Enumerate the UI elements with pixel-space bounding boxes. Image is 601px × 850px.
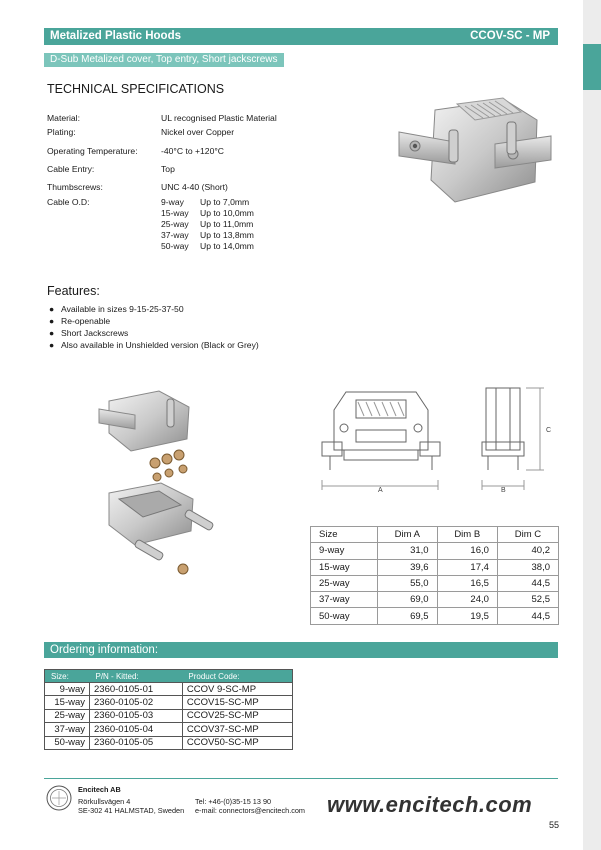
od-value: Up to 14,0mm (200, 241, 254, 251)
dimensions-table (310, 526, 559, 625)
website-link[interactable]: www.encitech.com (327, 792, 533, 817)
cable-od-row (161, 241, 254, 252)
feature-item: ● Also available in Unshielded version (Black or Grey) (49, 340, 259, 350)
od-size: 9-way (161, 197, 184, 207)
od-size: 50-way (161, 241, 189, 251)
page-number: 55 (549, 820, 560, 830)
table-cell: 25-way (311, 575, 378, 591)
ordering-heading: Ordering information: (50, 644, 159, 656)
spec-value: UNC 4-40 (Short) (161, 182, 228, 192)
feature-item: ● Re-openable (49, 316, 111, 326)
table-cell: 17,4 (437, 559, 497, 575)
table-cell: CCOV37-SC-MP (182, 723, 292, 736)
table-cell: CCOV50-SC-MP (182, 736, 292, 749)
cable-od-row (161, 197, 254, 208)
table-header-row (45, 670, 293, 683)
table-row (45, 736, 293, 749)
od-value: Up to 10,0mm (200, 208, 254, 218)
od-size: 25-way (161, 219, 189, 229)
table-cell: 2360-0105-02 (90, 696, 183, 709)
table-header-row (311, 527, 559, 543)
table-cell: 2360-0105-05 (90, 736, 183, 749)
ordering-bar (44, 642, 558, 658)
table-cell: 50-way (45, 736, 90, 749)
table-header: Size: (45, 670, 90, 683)
table-row (45, 683, 293, 696)
cable-od-list (161, 197, 254, 252)
table-cell: 16,5 (437, 575, 497, 591)
spec-label: Operating Temperature: (47, 146, 138, 156)
spec-label: Plating: (47, 127, 76, 137)
table-row (45, 723, 293, 736)
table-header: P/N - Kitted: (90, 670, 183, 683)
address-line-2: SE-302 41 HALMSTAD, Sweden (78, 806, 185, 815)
table-cell: 2360-0105-03 (90, 709, 183, 722)
table-cell: CCOV15-SC-MP (182, 696, 292, 709)
table-cell: 9-way (45, 683, 90, 696)
dim-a-label: A (378, 487, 383, 494)
subtitle-bar: D-Sub Metalized cover, Top entry, Short jackscrews (44, 53, 284, 67)
table-cell: 15-way (45, 696, 90, 709)
spec-label: Cable Entry: (47, 164, 95, 174)
technical-drawing (316, 380, 556, 495)
table-cell: 39,6 (378, 559, 438, 575)
table-cell: 69,5 (378, 608, 438, 624)
table-cell: 38,0 (497, 559, 558, 575)
od-size: 37-way (161, 230, 189, 240)
table-cell: 25-way (45, 709, 90, 722)
table-cell: 52,5 (497, 592, 558, 608)
table-row (311, 559, 559, 575)
table-cell: 44,5 (497, 608, 558, 624)
table-cell: 69,0 (378, 592, 438, 608)
table-cell: 50-way (311, 608, 378, 624)
table-cell: 31,0 (378, 543, 438, 559)
spec-label: Material: (47, 113, 80, 123)
side-tab (583, 44, 601, 90)
company-logo (46, 785, 72, 811)
table-cell: 44,5 (497, 575, 558, 591)
table-row (45, 709, 293, 722)
title-bar (44, 28, 558, 45)
table-cell: 40,2 (497, 543, 558, 559)
product-photo (395, 92, 553, 217)
product-code-title: CCOV-SC - MP (470, 30, 550, 42)
table-cell: 2360-0105-04 (90, 723, 183, 736)
feature-item: ● Available in sizes 9-15-25-37-50 (49, 304, 184, 314)
table-row (311, 575, 559, 591)
cable-od-row (161, 230, 254, 241)
table-cell: CCOV25-SC-MP (182, 709, 292, 722)
table-cell: 37-way (311, 592, 378, 608)
dim-b-label: B (501, 487, 506, 494)
table-header: Dim A (378, 527, 438, 543)
feature-text: Available in sizes 9-15-25-37-50 (61, 304, 184, 314)
cable-od-row (161, 219, 254, 230)
side-stripe (583, 0, 601, 850)
table-cell: 15-way (311, 559, 378, 575)
footer-divider (44, 778, 558, 779)
table-row (311, 543, 559, 559)
table-header: Dim C (497, 527, 558, 543)
table-row (311, 608, 559, 624)
dim-c-label: C (546, 427, 552, 434)
spec-value: UL recognised Plastic Material (161, 113, 277, 123)
feature-text: Short Jackscrews (61, 328, 129, 338)
address-line-1: Rörkullsvägen 4 (78, 797, 131, 806)
page-title: Metalized Plastic Hoods (50, 30, 182, 42)
table-cell: CCOV 9-SC-MP (182, 683, 292, 696)
spec-value: Top (161, 164, 175, 174)
od-value: Up to 7,0mm (200, 197, 250, 207)
table-cell: 24,0 (437, 592, 497, 608)
od-value: Up to 11,0mm (200, 219, 254, 229)
table-header: Product Code: (182, 670, 292, 683)
spec-label: Thumbscrews: (47, 182, 103, 192)
table-header: Dim B (437, 527, 497, 543)
ordering-table (44, 669, 293, 750)
phone-number: Tel: +46-(0)35-15 13 90 (195, 797, 272, 806)
table-cell: 16,0 (437, 543, 497, 559)
table-row (45, 696, 293, 709)
email-address[interactable]: e-mail: connectors@encitech.com (195, 806, 306, 815)
tech-heading: TECHNICAL SPECIFICATIONS (47, 82, 225, 96)
features-heading: Features: (47, 284, 100, 298)
spec-value: -40°C to +120°C (161, 146, 225, 156)
table-row (311, 592, 559, 608)
spec-label: Cable O.D: (47, 197, 90, 207)
company-name: Encitech AB (78, 785, 121, 794)
table-cell: 2360-0105-01 (90, 683, 183, 696)
cable-od-row (161, 208, 254, 219)
od-size: 15-way (161, 208, 189, 218)
table-header: Size (311, 527, 378, 543)
table-cell: 37-way (45, 723, 90, 736)
table-cell: 19,5 (437, 608, 497, 624)
od-value: Up to 13,8mm (200, 230, 254, 240)
table-cell: 55,0 (378, 575, 438, 591)
exploded-view-photo (95, 385, 225, 580)
feature-item: ● Short Jackscrews (49, 328, 129, 338)
spec-value: Nickel over Copper (161, 127, 235, 137)
table-cell: 9-way (311, 543, 378, 559)
feature-text: Re-openable (61, 316, 111, 326)
feature-text: Also available in Unshielded version (Black or Grey) (61, 340, 259, 350)
